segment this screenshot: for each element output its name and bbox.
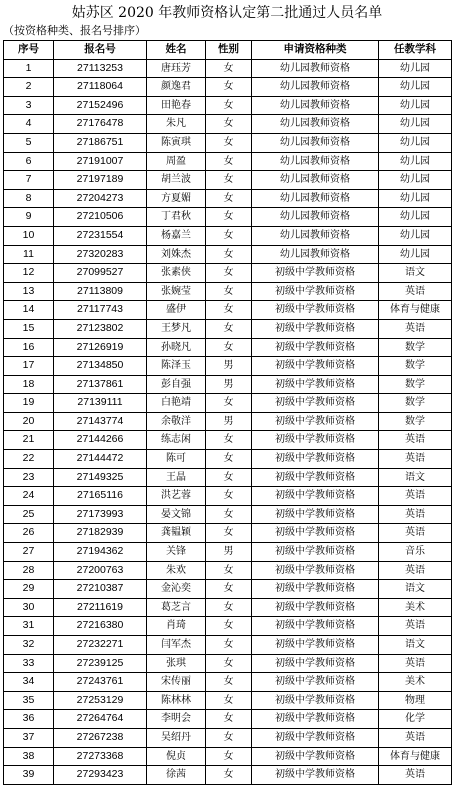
subject-cell: 美术 — [379, 673, 452, 692]
table-header — [4, 41, 452, 60]
subject-cell: 英语 — [379, 766, 452, 785]
gender-cell: 女 — [206, 152, 252, 171]
index-cell: 24 — [4, 487, 54, 506]
header-gender: 性别 — [206, 41, 252, 60]
index-cell: 6 — [4, 152, 54, 171]
table-row — [4, 654, 452, 673]
gender-cell: 女 — [206, 468, 252, 487]
qualification-type-cell: 初级中学教师资格 — [252, 728, 379, 747]
registration-number-cell: 27173993 — [54, 505, 147, 524]
registration-number-cell: 27293423 — [54, 766, 147, 785]
subject-cell: 数学 — [379, 412, 452, 431]
qualification-type-cell: 初级中学教师资格 — [252, 394, 379, 413]
name-cell: 练志闲 — [147, 431, 206, 450]
gender-cell: 女 — [206, 319, 252, 338]
subject-cell: 语文 — [379, 636, 452, 655]
name-cell: 陈林林 — [147, 691, 206, 710]
table-row — [4, 580, 452, 599]
index-cell: 19 — [4, 394, 54, 413]
name-cell: 胡兰波 — [147, 171, 206, 190]
index-cell: 26 — [4, 524, 54, 543]
table-row — [4, 468, 452, 487]
name-cell: 葛芝言 — [147, 598, 206, 617]
gender-cell: 女 — [206, 710, 252, 729]
table-row — [4, 226, 452, 245]
qualification-type-cell: 初级中学教师资格 — [252, 412, 379, 431]
table-row — [4, 319, 452, 338]
name-cell: 徐茜 — [147, 766, 206, 785]
index-cell: 35 — [4, 691, 54, 710]
subject-cell: 幼儿园 — [379, 96, 452, 115]
qualification-type-cell: 初级中学教师资格 — [252, 264, 379, 283]
gender-cell: 女 — [206, 208, 252, 227]
index-cell: 11 — [4, 245, 54, 264]
table-row — [4, 96, 452, 115]
table-body — [4, 59, 452, 784]
table-row — [4, 208, 452, 227]
table-row — [4, 766, 452, 785]
name-cell: 朱欢 — [147, 561, 206, 580]
registration-number-cell: 27144472 — [54, 450, 147, 469]
registration-number-cell: 27165116 — [54, 487, 147, 506]
registration-number-cell: 27273368 — [54, 747, 147, 766]
header-registration-number: 报名号 — [54, 41, 147, 60]
index-cell: 9 — [4, 208, 54, 227]
gender-cell: 男 — [206, 375, 252, 394]
index-cell: 1 — [4, 59, 54, 78]
name-cell: 张素侠 — [147, 264, 206, 283]
name-cell: 杨嘉兰 — [147, 226, 206, 245]
subject-cell: 英语 — [379, 561, 452, 580]
table-row — [4, 412, 452, 431]
subject-cell: 语文 — [379, 264, 452, 283]
qualification-type-cell: 初级中学教师资格 — [252, 431, 379, 450]
registration-number-cell: 27231554 — [54, 226, 147, 245]
gender-cell: 男 — [206, 357, 252, 376]
name-cell: 周盈 — [147, 152, 206, 171]
qualification-type-cell: 幼儿园教师资格 — [252, 59, 379, 78]
name-cell: 肖琦 — [147, 617, 206, 636]
index-cell: 23 — [4, 468, 54, 487]
gender-cell: 女 — [206, 654, 252, 673]
gender-cell: 女 — [206, 301, 252, 320]
gender-cell: 女 — [206, 617, 252, 636]
gender-cell: 女 — [206, 264, 252, 283]
name-cell: 余敬洋 — [147, 412, 206, 431]
gender-cell: 女 — [206, 673, 252, 692]
registration-number-cell: 27186751 — [54, 133, 147, 152]
index-cell: 14 — [4, 301, 54, 320]
qualification-type-cell: 初级中学教师资格 — [252, 598, 379, 617]
subject-cell: 美术 — [379, 598, 452, 617]
index-cell: 10 — [4, 226, 54, 245]
name-cell: 陈寅琪 — [147, 133, 206, 152]
qualification-type-cell: 初级中学教师资格 — [252, 524, 379, 543]
table-row — [4, 543, 452, 562]
name-cell: 关锋 — [147, 543, 206, 562]
qualification-type-cell: 初级中学教师资格 — [252, 450, 379, 469]
qualification-type-cell: 幼儿园教师资格 — [252, 152, 379, 171]
registration-number-cell: 27216380 — [54, 617, 147, 636]
gender-cell: 女 — [206, 505, 252, 524]
table-row — [4, 152, 452, 171]
qualification-type-cell: 初级中学教师资格 — [252, 282, 379, 301]
subject-cell: 幼儿园 — [379, 115, 452, 134]
subject-cell: 幼儿园 — [379, 171, 452, 190]
name-cell: 陈可 — [147, 450, 206, 469]
qualification-type-cell: 初级中学教师资格 — [252, 338, 379, 357]
subject-cell: 英语 — [379, 319, 452, 338]
subject-cell: 幼儿园 — [379, 133, 452, 152]
gender-cell: 女 — [206, 133, 252, 152]
registration-number-cell: 27137861 — [54, 375, 147, 394]
qualification-type-cell: 初级中学教师资格 — [252, 468, 379, 487]
index-cell: 33 — [4, 654, 54, 673]
subject-cell: 幼儿园 — [379, 245, 452, 264]
table-row — [4, 245, 452, 264]
subject-cell: 英语 — [379, 728, 452, 747]
header-subject: 任教学科 — [379, 41, 452, 60]
gender-cell: 女 — [206, 338, 252, 357]
table-row — [4, 375, 452, 394]
gender-cell: 女 — [206, 747, 252, 766]
name-cell: 吴绍丹 — [147, 728, 206, 747]
index-cell: 2 — [4, 78, 54, 97]
table-row — [4, 189, 452, 208]
gender-cell: 女 — [206, 189, 252, 208]
index-cell: 38 — [4, 747, 54, 766]
gender-cell: 男 — [206, 412, 252, 431]
subject-cell: 物理 — [379, 691, 452, 710]
qualification-type-cell: 初级中学教师资格 — [252, 301, 379, 320]
qualification-type-cell: 初级中学教师资格 — [252, 375, 379, 394]
subject-cell: 语文 — [379, 580, 452, 599]
name-cell: 张琪 — [147, 654, 206, 673]
registration-number-cell: 27253129 — [54, 691, 147, 710]
registration-number-cell: 27211619 — [54, 598, 147, 617]
name-cell: 方夏媚 — [147, 189, 206, 208]
subject-cell: 幼儿园 — [379, 189, 452, 208]
registration-number-cell: 27191007 — [54, 152, 147, 171]
index-cell: 22 — [4, 450, 54, 469]
registration-number-cell: 27143774 — [54, 412, 147, 431]
index-cell: 28 — [4, 561, 54, 580]
name-cell: 闫军杰 — [147, 636, 206, 655]
registration-number-cell: 27264764 — [54, 710, 147, 729]
table-row — [4, 636, 452, 655]
qualification-type-cell: 初级中学教师资格 — [252, 710, 379, 729]
name-cell: 白艳靖 — [147, 394, 206, 413]
qualification-type-cell: 初级中学教师资格 — [252, 561, 379, 580]
index-cell: 13 — [4, 282, 54, 301]
table-row — [4, 673, 452, 692]
gender-cell: 女 — [206, 171, 252, 190]
gender-cell: 女 — [206, 226, 252, 245]
qualification-type-cell: 初级中学教师资格 — [252, 543, 379, 562]
registration-number-cell: 27113253 — [54, 59, 147, 78]
gender-cell: 女 — [206, 394, 252, 413]
subject-cell: 音乐 — [379, 543, 452, 562]
index-cell: 34 — [4, 673, 54, 692]
subject-cell: 语文 — [379, 468, 452, 487]
name-cell: 田艳春 — [147, 96, 206, 115]
name-cell: 洪艺蓉 — [147, 487, 206, 506]
name-cell: 朱凡 — [147, 115, 206, 134]
name-cell: 李明会 — [147, 710, 206, 729]
index-cell: 15 — [4, 319, 54, 338]
gender-cell: 女 — [206, 524, 252, 543]
registration-number-cell: 27210506 — [54, 208, 147, 227]
registration-number-cell: 27200763 — [54, 561, 147, 580]
name-cell: 彭自强 — [147, 375, 206, 394]
name-cell: 丁君秋 — [147, 208, 206, 227]
subject-cell: 幼儿园 — [379, 152, 452, 171]
name-cell: 王晶 — [147, 468, 206, 487]
gender-cell: 女 — [206, 766, 252, 785]
table-row — [4, 264, 452, 283]
registration-number-cell: 27239125 — [54, 654, 147, 673]
qualification-type-cell: 幼儿园教师资格 — [252, 115, 379, 134]
gender-cell: 女 — [206, 59, 252, 78]
table-row — [4, 282, 452, 301]
gender-cell: 男 — [206, 543, 252, 562]
registration-number-cell: 27126919 — [54, 338, 147, 357]
table-row — [4, 394, 452, 413]
qualification-type-cell: 幼儿园教师资格 — [252, 78, 379, 97]
qualification-type-cell: 初级中学教师资格 — [252, 766, 379, 785]
document-subtitle: （按资格种类、报名号排序） — [3, 24, 146, 37]
gender-cell: 女 — [206, 561, 252, 580]
index-cell: 17 — [4, 357, 54, 376]
table-row — [4, 78, 452, 97]
table-row — [4, 598, 452, 617]
gender-cell: 女 — [206, 115, 252, 134]
registration-number-cell: 27197189 — [54, 171, 147, 190]
subject-cell: 英语 — [379, 282, 452, 301]
gender-cell: 女 — [206, 728, 252, 747]
index-cell: 30 — [4, 598, 54, 617]
name-cell: 金沁奕 — [147, 580, 206, 599]
subject-cell: 英语 — [379, 505, 452, 524]
name-cell: 孙晓凡 — [147, 338, 206, 357]
gender-cell: 女 — [206, 691, 252, 710]
subject-cell: 幼儿园 — [379, 78, 452, 97]
qualification-type-cell: 幼儿园教师资格 — [252, 133, 379, 152]
subject-cell: 幼儿园 — [379, 59, 452, 78]
registration-number-cell: 27134850 — [54, 357, 147, 376]
subject-cell: 体育与健康 — [379, 747, 452, 766]
table-row — [4, 133, 452, 152]
index-cell: 5 — [4, 133, 54, 152]
subject-cell: 英语 — [379, 487, 452, 506]
registration-number-cell: 27123802 — [54, 319, 147, 338]
name-cell: 张婉莹 — [147, 282, 206, 301]
name-cell: 唐珏芳 — [147, 59, 206, 78]
table-row — [4, 747, 452, 766]
table-row — [4, 487, 452, 506]
table-row — [4, 691, 452, 710]
subject-cell: 数学 — [379, 394, 452, 413]
name-cell: 盛伊 — [147, 301, 206, 320]
qualification-type-cell: 幼儿园教师资格 — [252, 226, 379, 245]
index-cell: 20 — [4, 412, 54, 431]
table-row — [4, 617, 452, 636]
qualification-type-cell: 幼儿园教师资格 — [252, 245, 379, 264]
roster-table — [3, 40, 452, 785]
index-cell: 7 — [4, 171, 54, 190]
subject-cell: 英语 — [379, 450, 452, 469]
document-title: 姑苏区 2020 年教师资格认定第二批通过人员名单 — [71, 5, 383, 21]
qualification-type-cell: 幼儿园教师资格 — [252, 96, 379, 115]
gender-cell: 女 — [206, 245, 252, 264]
registration-number-cell: 27117743 — [54, 301, 147, 320]
name-cell: 晏文锦 — [147, 505, 206, 524]
qualification-type-cell: 初级中学教师资格 — [252, 617, 379, 636]
index-cell: 39 — [4, 766, 54, 785]
index-cell: 3 — [4, 96, 54, 115]
table-row — [4, 357, 452, 376]
gender-cell: 女 — [206, 598, 252, 617]
registration-number-cell: 27182939 — [54, 524, 147, 543]
qualification-type-cell: 初级中学教师资格 — [252, 747, 379, 766]
registration-number-cell: 27152496 — [54, 96, 147, 115]
header-qualification-type: 申请资格种类 — [252, 41, 379, 60]
registration-number-cell: 27210387 — [54, 580, 147, 599]
qualification-type-cell: 初级中学教师资格 — [252, 580, 379, 599]
name-cell: 倪贞 — [147, 747, 206, 766]
subject-cell: 体育与健康 — [379, 301, 452, 320]
qualification-type-cell: 初级中学教师资格 — [252, 636, 379, 655]
table-row — [4, 301, 452, 320]
name-cell: 颜逸君 — [147, 78, 206, 97]
registration-number-cell: 27113809 — [54, 282, 147, 301]
name-cell: 刘姝杰 — [147, 245, 206, 264]
gender-cell: 女 — [206, 96, 252, 115]
subject-cell: 幼儿园 — [379, 208, 452, 227]
name-cell: 龚韫颖 — [147, 524, 206, 543]
index-cell: 27 — [4, 543, 54, 562]
index-cell: 12 — [4, 264, 54, 283]
gender-cell: 女 — [206, 450, 252, 469]
header-name: 姓名 — [147, 41, 206, 60]
index-cell: 37 — [4, 728, 54, 747]
subject-cell: 数学 — [379, 357, 452, 376]
table-row — [4, 561, 452, 580]
gender-cell: 女 — [206, 580, 252, 599]
registration-number-cell: 27139111 — [54, 394, 147, 413]
subject-cell: 化学 — [379, 710, 452, 729]
qualification-type-cell: 初级中学教师资格 — [252, 505, 379, 524]
index-cell: 21 — [4, 431, 54, 450]
registration-number-cell: 27194362 — [54, 543, 147, 562]
registration-number-cell: 27144266 — [54, 431, 147, 450]
registration-number-cell: 27176478 — [54, 115, 147, 134]
subject-cell: 数学 — [379, 375, 452, 394]
table-row — [4, 171, 452, 190]
name-cell: 陈泽玉 — [147, 357, 206, 376]
registration-number-cell: 27232271 — [54, 636, 147, 655]
gender-cell: 女 — [206, 636, 252, 655]
table-row — [4, 59, 452, 78]
index-cell: 36 — [4, 710, 54, 729]
qualification-type-cell: 幼儿园教师资格 — [252, 171, 379, 190]
table-row — [4, 338, 452, 357]
table-row — [4, 115, 452, 134]
registration-number-cell: 27267238 — [54, 728, 147, 747]
subject-cell: 英语 — [379, 431, 452, 450]
table-row — [4, 524, 452, 543]
subject-cell: 英语 — [379, 524, 452, 543]
index-cell: 4 — [4, 115, 54, 134]
qualification-type-cell: 初级中学教师资格 — [252, 691, 379, 710]
index-cell: 18 — [4, 375, 54, 394]
index-cell: 25 — [4, 505, 54, 524]
registration-number-cell: 27204273 — [54, 189, 147, 208]
table-row — [4, 710, 452, 729]
table-row — [4, 431, 452, 450]
name-cell: 宋传丽 — [147, 673, 206, 692]
header-index: 序号 — [4, 41, 54, 60]
header-row — [4, 41, 452, 60]
subject-cell: 英语 — [379, 617, 452, 636]
registration-number-cell: 27118064 — [54, 78, 147, 97]
registration-number-cell: 27320283 — [54, 245, 147, 264]
index-cell: 29 — [4, 580, 54, 599]
index-cell: 8 — [4, 189, 54, 208]
name-cell: 王梦凡 — [147, 319, 206, 338]
qualification-type-cell: 初级中学教师资格 — [252, 673, 379, 692]
registration-number-cell: 27099527 — [54, 264, 147, 283]
table-row — [4, 450, 452, 469]
qualification-type-cell: 初级中学教师资格 — [252, 654, 379, 673]
table-row — [4, 505, 452, 524]
index-cell: 32 — [4, 636, 54, 655]
registration-number-cell: 27149325 — [54, 468, 147, 487]
table-row — [4, 728, 452, 747]
subject-cell: 数学 — [379, 338, 452, 357]
subject-cell: 幼儿园 — [379, 226, 452, 245]
subject-cell: 英语 — [379, 654, 452, 673]
gender-cell: 女 — [206, 78, 252, 97]
qualification-type-cell: 初级中学教师资格 — [252, 487, 379, 506]
registration-number-cell: 27243761 — [54, 673, 147, 692]
gender-cell: 女 — [206, 282, 252, 301]
index-cell: 31 — [4, 617, 54, 636]
qualification-type-cell: 幼儿园教师资格 — [252, 208, 379, 227]
qualification-type-cell: 初级中学教师资格 — [252, 319, 379, 338]
index-cell: 16 — [4, 338, 54, 357]
gender-cell: 女 — [206, 431, 252, 450]
qualification-type-cell: 幼儿园教师资格 — [252, 189, 379, 208]
gender-cell: 女 — [206, 487, 252, 506]
qualification-type-cell: 初级中学教师资格 — [252, 357, 379, 376]
